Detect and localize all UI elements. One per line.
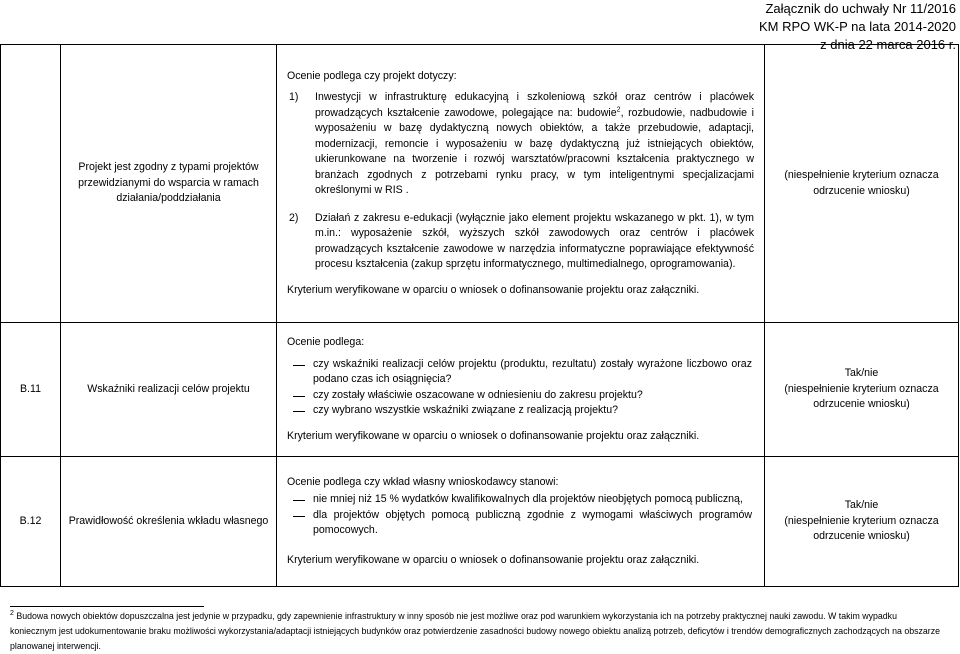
criterion-intro: Ocenie podlega czy projekt dotyczy: xyxy=(287,69,457,82)
item-text: czy zostały właściwie oszacowane w odniesieniu do zakresu projektu? xyxy=(313,388,643,401)
list-item xyxy=(287,388,756,404)
criterion-number xyxy=(1,45,61,323)
table-row xyxy=(1,457,959,587)
footnote-text: Budowa nowych obiektów dopuszczalna jest jedynie w przypadku, gdy zapewnienie infrastruktury w inny sposób nie jest możliwe oraz pod warunkiem wykorzystania ich na potrzeby praktycznej nauki zawodu. W takim wypadku koniecznym jest udokumentowanie braku możliwości wykorzystania/adaptacji istniejących budynków oraz potwierdzenie zasadności budowy nowego obiektu analizą potrzeb, deficytów i trendów demograficznych zachodzących na obszarze planowanej interwencji. xyxy=(10,611,941,651)
item-text-part: Inwestycji w infrastrukturę edukacyjną i szkoleniową szkół oraz centrów i placówek prowadzących kształcenie zawodowe, polegające na: budowie xyxy=(315,91,754,119)
status-value: Tak/nie xyxy=(844,499,879,512)
bullet-list xyxy=(287,492,756,539)
item-text: Działań z zakresu e-edukacji (wyłącznie jako element projektu wskazanego w pkt. 1), w tym m.in.: wyposażenie szkół, wyższych szkół zawodowych oraz centrów i placówek prowadzących kształcenie zawodowe w narzędzia informatyczne poprawiające efektywność procesu kształcenia (zakup sprzętu informatycznego, multimedialnego, oprogramowania). xyxy=(315,211,754,271)
criterion-number: B.11 xyxy=(1,323,61,457)
criterion-intro: Ocenie podlega czy wkład własny wnioskodawcy stanowi: xyxy=(287,475,559,488)
list-item xyxy=(287,90,756,199)
dash-marker xyxy=(287,508,313,539)
dash-marker xyxy=(287,357,313,388)
dash-marker xyxy=(287,492,313,508)
list-item xyxy=(287,508,756,539)
verification-note: Kryterium weryfikowane w oparciu o wniosek o dofinansowanie projektu oraz załączniki. xyxy=(287,553,700,566)
footnote xyxy=(10,609,945,654)
list-item xyxy=(287,357,756,388)
item-number: 2) xyxy=(289,211,299,224)
criterion-status xyxy=(765,323,959,457)
criterion-intro: Ocenie podlega: xyxy=(287,336,365,348)
list-item xyxy=(287,492,756,508)
item-text xyxy=(315,90,756,199)
item-text-part: , rozbudowie, nadbudowie i wyposażeniu w bazę dydaktyczną nowych obiektów, a także przebudowie, adaptacji, modernizacji, remoncie i wyposażeniu w bazę dydaktyczną już istniejących obiektów, ukierunkowane na tworzenie i rozwój warsztatów/pracowni kształcenia praktycznego w branżach zgodnych z potrzebami rynku pracy, w tym inteligentnymi specjalizacjami określonymi w RIS . xyxy=(315,106,754,197)
criterion-number: B.12 xyxy=(1,457,61,587)
criterion-name: Prawidłowość określenia wkładu własnego xyxy=(61,457,277,587)
list-item xyxy=(287,403,756,419)
status-note: (niespełnienie kryterium oznacza odrzucenie wniosku) xyxy=(784,514,939,543)
criterion-description xyxy=(277,45,765,323)
criterion-description xyxy=(277,323,765,457)
verification-note: Kryterium weryfikowane w oparciu o wniosek o dofinansowanie projektu oraz załączniki. xyxy=(287,429,700,442)
table-row xyxy=(1,323,959,457)
header-program: KM RPO WK-P na lata 2014-2020 xyxy=(758,19,956,34)
footnote-separator xyxy=(10,606,204,607)
criterion-status xyxy=(765,457,959,587)
header-date: z dnia 22 marca 2016 r. xyxy=(820,37,956,52)
table-row xyxy=(1,45,959,323)
item-text: nie mniej niż 15 % wydatków kwalifikowalnych dla projektów nieobjętych pomocą publiczną, xyxy=(313,493,743,506)
status-note: (niespełnienie kryterium oznacza odrzucenie wniosku) xyxy=(784,382,939,411)
dash-marker xyxy=(287,388,313,404)
header-resolution: Załącznik do uchwały Nr 11/2016 xyxy=(765,1,956,16)
footnote-marker: 2 xyxy=(10,610,14,618)
criteria-table xyxy=(0,44,959,587)
criterion-status xyxy=(765,45,959,323)
verification-note: Kryterium weryfikowane w oparciu o wniosek o dofinansowanie projektu oraz załączniki. xyxy=(287,283,700,296)
status-value: Tak/nie xyxy=(844,367,879,380)
list-item xyxy=(287,211,756,273)
dash-marker xyxy=(287,403,313,419)
criterion-description xyxy=(277,457,765,587)
criterion-name: Projekt jest zgodny z typami projektów przewidzianymi do wsparcia w ramach działania/poddziałania xyxy=(61,45,277,323)
footnote-reference: 2 xyxy=(616,106,621,114)
status-note: (niespełnienie kryterium oznacza odrzucenie wniosku) xyxy=(784,169,939,197)
item-text: czy wybrano wszystkie wskaźniki związane z realizacją projektu? xyxy=(313,404,618,416)
criterion-name: Wskaźniki realizacji celów projektu xyxy=(61,323,277,457)
item-text: czy wskaźniki realizacji celów projektu (produktu, rezultatu) zostały wyrażone liczbowo oraz podano czas ich osiągnięcia? xyxy=(313,357,752,385)
item-number: 1) xyxy=(289,91,299,104)
item-text: dla projektów objętych pomocą publiczną zgodnie z wymogami właściwych programów pomocowych. xyxy=(313,508,752,537)
bullet-list xyxy=(287,357,756,419)
